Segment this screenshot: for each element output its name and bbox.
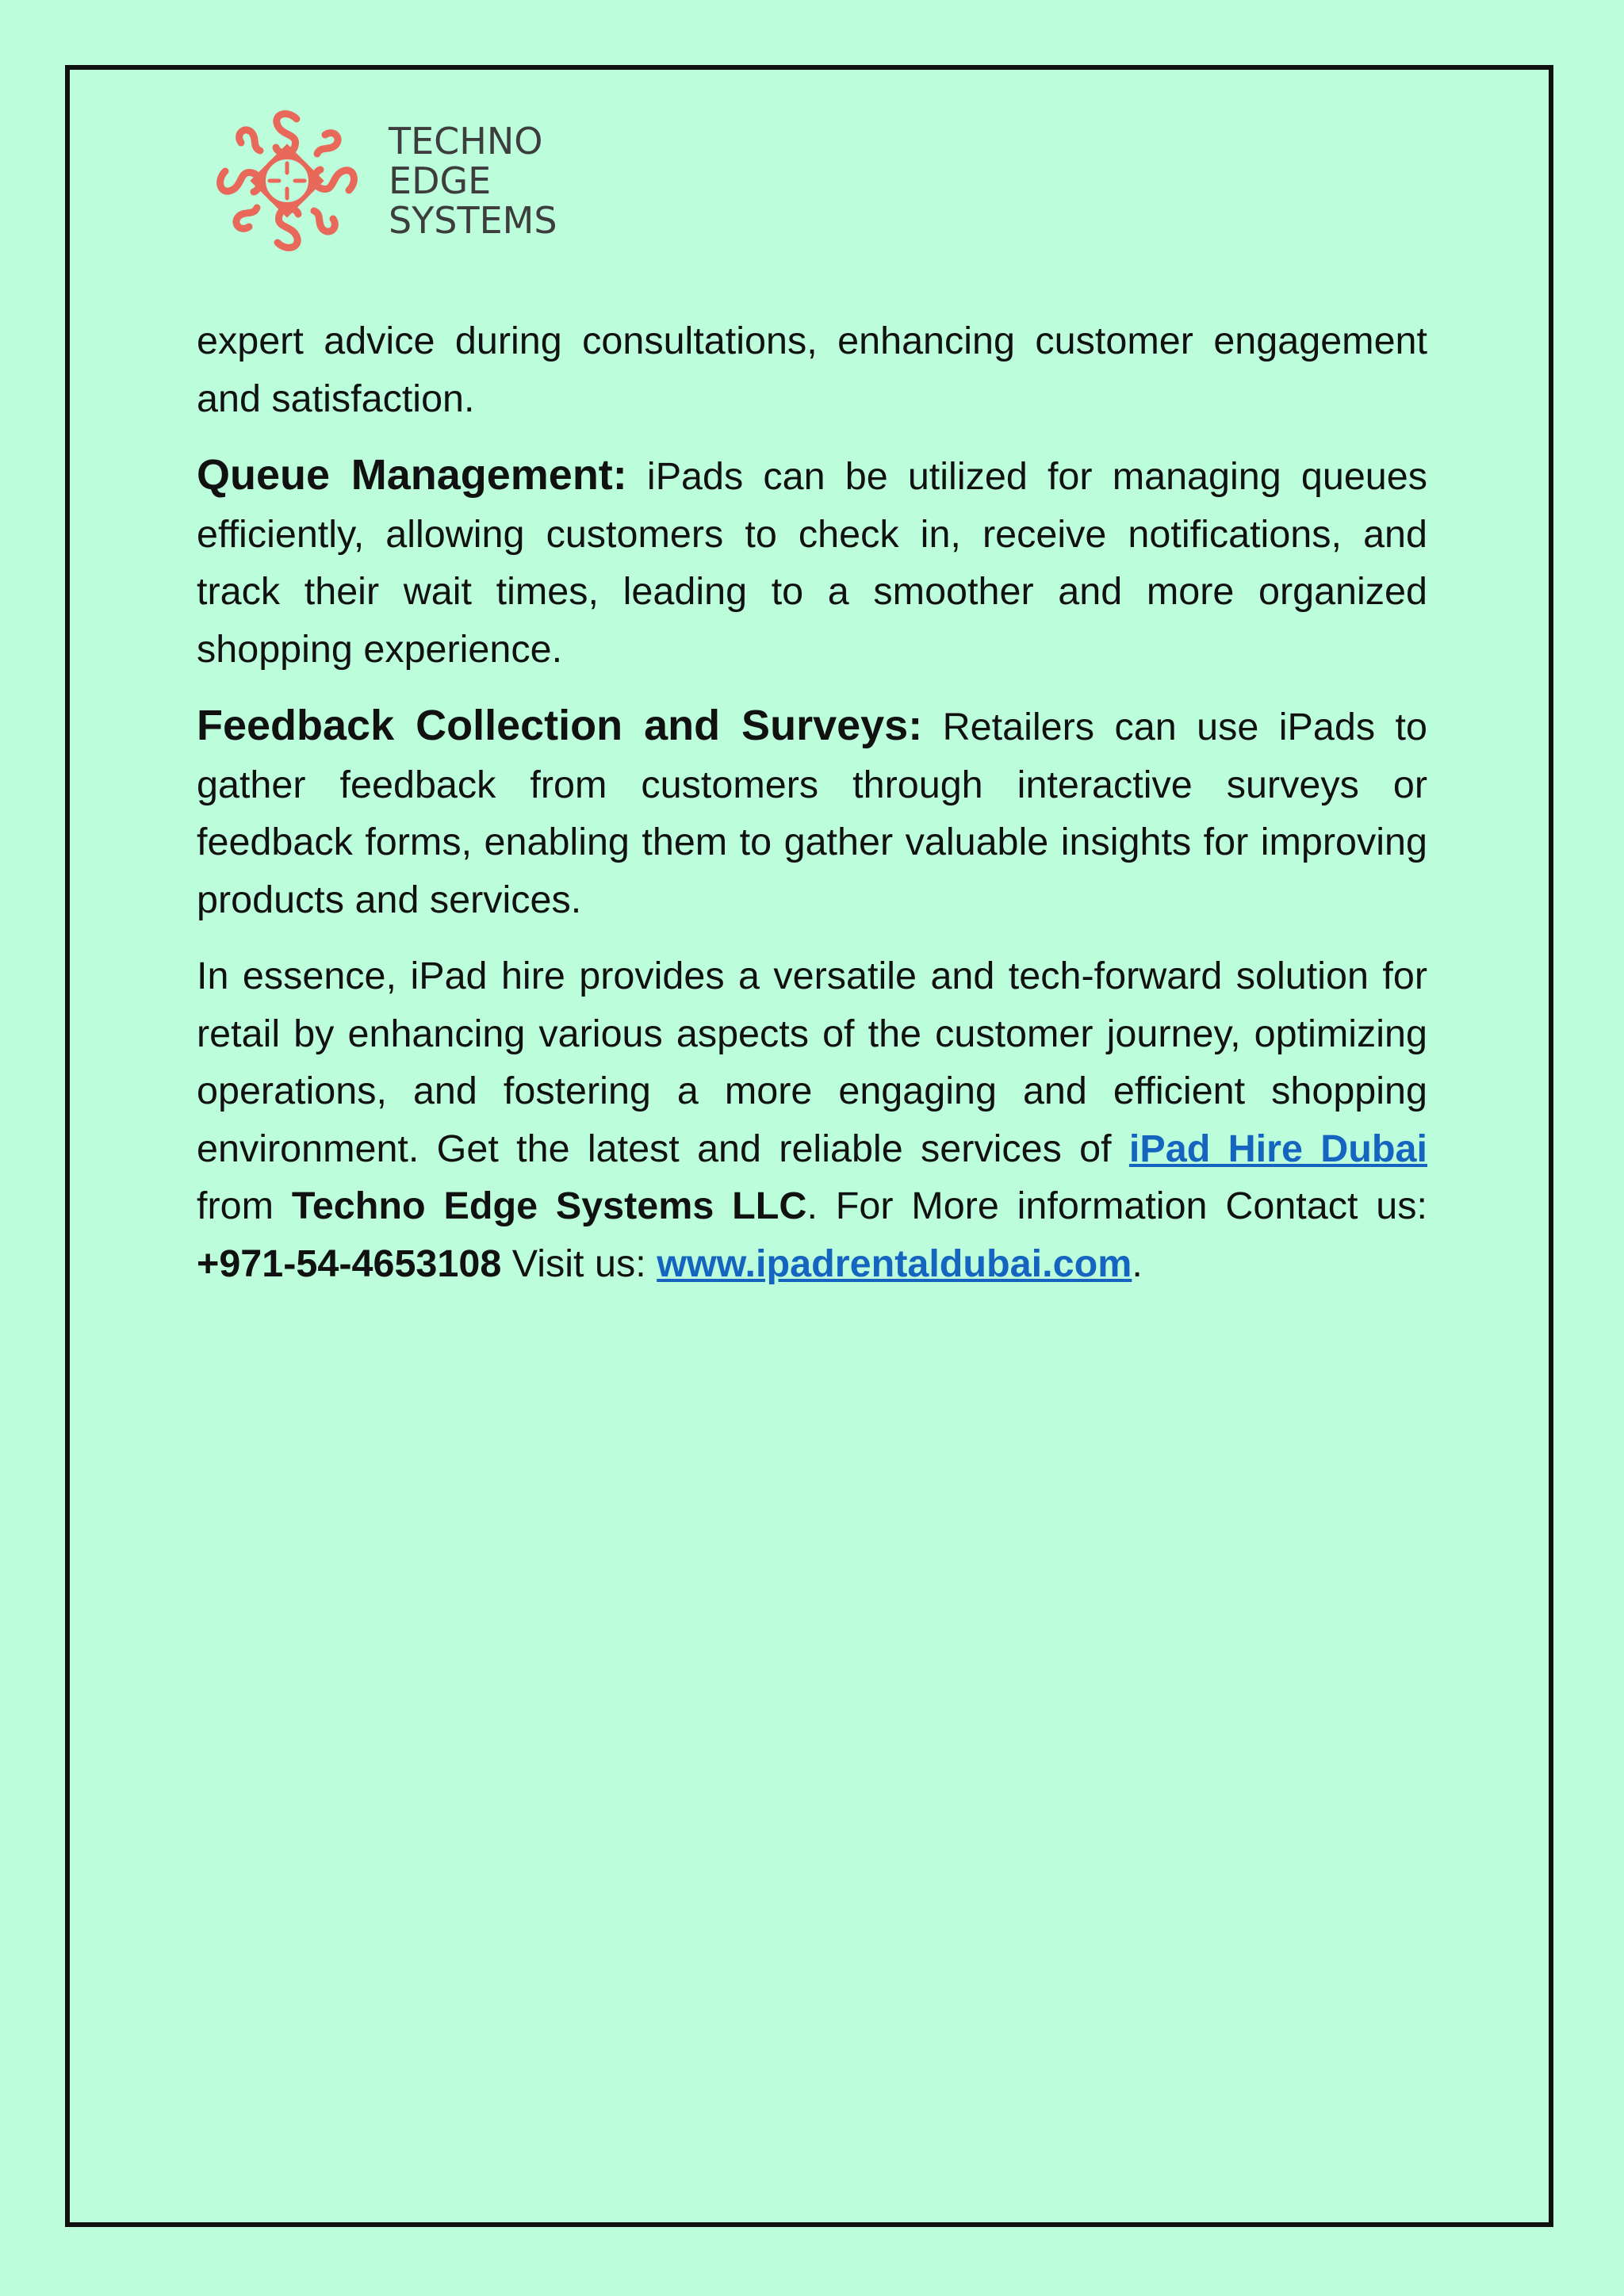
feedback-paragraph <box>197 697 1427 928</box>
queue-management-heading: Queue Management: <box>197 451 627 499</box>
intro-text: expert advice during consultations, enhancing customer engagement and satisfaction. <box>197 320 1427 420</box>
logo-wordmark <box>389 121 557 240</box>
queue-management-paragraph <box>197 446 1427 678</box>
website-link[interactable]: www.ipadrentaldubai.com <box>657 1242 1132 1285</box>
feedback-heading: Feedback Collection and Surveys: <box>197 702 923 749</box>
queue-management-text: iPads can be utilized for managing queues efficiently, allowing customers to check in, receive notifications, and track their wait times, leading to a smoother and more organized shopping experience. <box>197 455 1427 671</box>
document-body <box>197 312 1427 1311</box>
logo-line-2: EDGE <box>389 159 492 202</box>
ipad-hire-dubai-link[interactable]: iPad Hire Dubai <box>1128 1127 1428 1170</box>
essence-text-2: from <box>197 1184 292 1227</box>
essence-text-5: . <box>1132 1242 1143 1285</box>
essence-paragraph <box>197 947 1427 1292</box>
logo-mark-icon <box>208 101 366 260</box>
intro-paragraph <box>197 312 1427 427</box>
feedback-text: Retailers can use iPads to gather feedback from customers through interactive surveys or feedback forms, enabling them to gather valuable insights for improving products and services. <box>197 706 1427 921</box>
essence-text-3: . For More information Contact us: <box>806 1184 1427 1227</box>
phone-number: +971-54-4653108 <box>197 1242 502 1285</box>
company-name: Techno Edge Systems LLC <box>291 1184 807 1227</box>
essence-text-4: Visit us: <box>501 1242 657 1285</box>
essence-text-1: In essence, iPad hire provides a versatile and tech-forward solution for retail by enhancing various aspects of the customer journey, optimizing operations, and fostering a more engaging and efficient shopping environment. Get the latest and reliable services of <box>197 955 1427 1170</box>
logo-line-1: TECHNO <box>389 120 543 163</box>
company-logo <box>208 101 557 260</box>
logo-line-3: SYSTEMS <box>389 199 557 242</box>
